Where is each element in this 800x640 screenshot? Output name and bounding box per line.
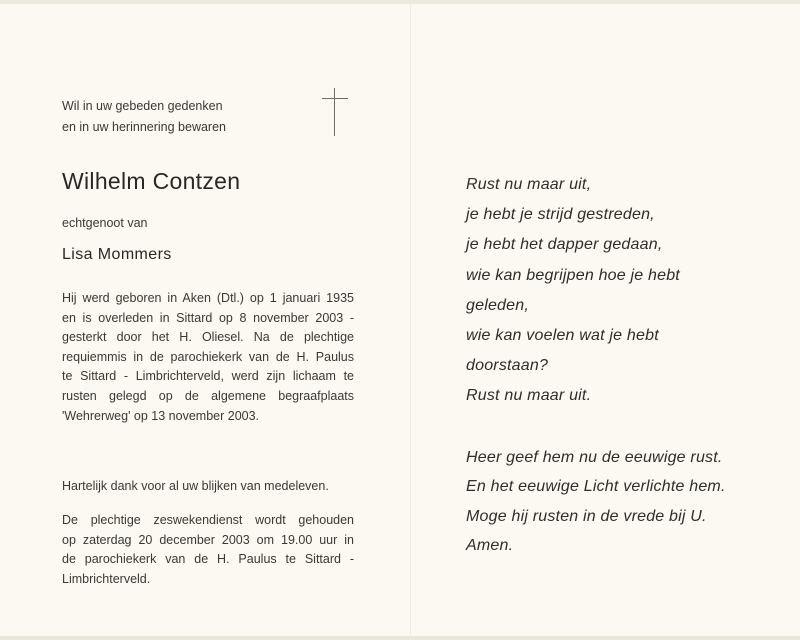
biography-line: te Sittard - Limbrichterveld, werd zijn lichaam te [62, 369, 354, 384]
biography-line: en is overleden in Sittard op 8 november 2003 - [62, 310, 354, 325]
service-line: De plechtige zeswekendienst wordt gehouden [62, 513, 354, 528]
dedication-line: Wil in uw gebeden gedenken [62, 99, 223, 113]
left-page [62, 96, 354, 590]
biography-line: requiemmis in de parochiekerk van de H. Paulus [62, 349, 354, 364]
poem-line: Rust nu maar uit. [466, 387, 592, 405]
service-announcement [62, 511, 354, 589]
card-fold [410, 4, 411, 640]
poem-line: Rust nu maar uit, [466, 176, 592, 193]
right-page [466, 170, 766, 561]
poem-line: doorstaan? [466, 357, 549, 375]
spouse-label: echtgenoot van [62, 216, 148, 230]
biography-line: Hij werd geboren in Aken (Dtl.) op 1 januari 1935 [62, 291, 354, 305]
dedication [62, 96, 354, 138]
prayer [466, 443, 766, 561]
prayer-line: Heer geef hem nu de eeuwige rust. [466, 448, 723, 466]
deceased-name: Wilhelm Contzen [62, 168, 241, 194]
prayer-line: Moge hij rusten in de vrede bij U. [466, 507, 707, 525]
poem [466, 170, 766, 412]
dedication-line: en in uw herinnering bewaren [62, 120, 226, 134]
spouse-name: Lisa Mommers [62, 246, 172, 263]
poem-line: wie kan voelen wat je hebt [466, 327, 659, 345]
poem-line: geleden, [466, 296, 529, 314]
prayer-line: En het eeuwige Licht verlichte hem. [466, 478, 726, 496]
biography-line: 'Wehrerweg' op 13 november 2003. [62, 408, 260, 423]
service-line: Limbrichterveld. [62, 571, 151, 586]
service-line: op zaterdag 20 december 2003 om 19.00 uur in [62, 532, 354, 547]
poem-line: je hebt het dapper gedaan, [466, 236, 663, 254]
poem-line: je hebt je strijd gestreden, [466, 206, 655, 224]
poem-line: wie kan begrijpen hoe je hebt [466, 266, 680, 284]
prayer-line: Amen. [466, 537, 514, 555]
thanks-note: Hartelijk dank voor al uw blijken van medeleven. [62, 479, 329, 494]
biography-line: gesterkt door het H. Oliesel. Na de plechtige [62, 330, 354, 345]
service-line: de parochiekerk van de H. Paulus te Sittard - [62, 552, 354, 567]
biography-line: rusten gelegd op de algemene begraafplaats [62, 388, 354, 403]
biography [62, 289, 354, 426]
